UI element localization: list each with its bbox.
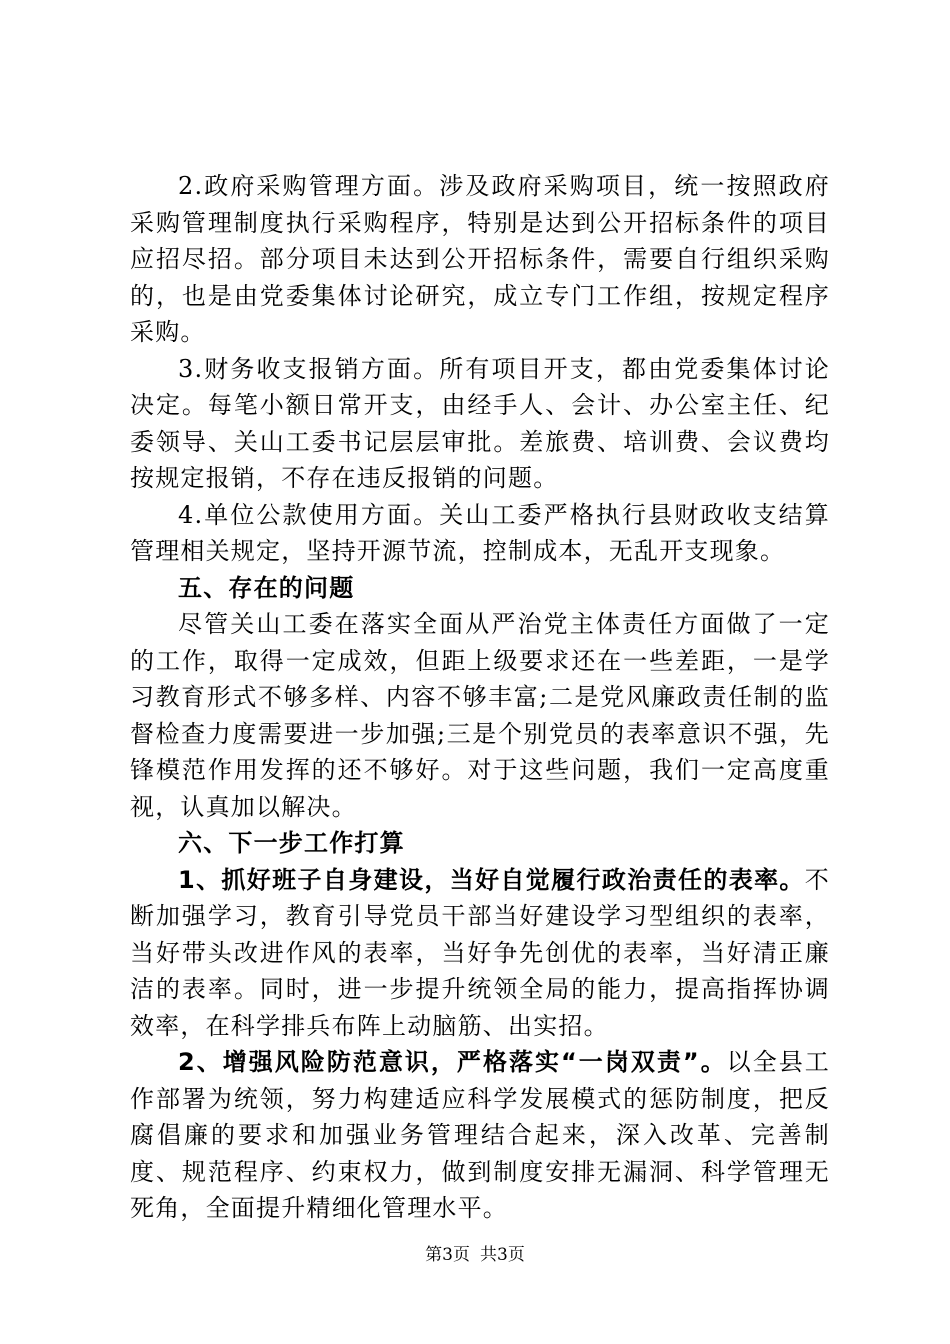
paragraph-finance: 3.财务收支报销方面。所有项目开支，都由党委集体讨论决定。每笔小额日常开支，由经手人、会计、办公室主任、纪委领导、关山工委书记层层审批。差旅费、培训费、会议费均按规定报销，不存在违反报销的问题。 (130, 354, 830, 492)
page-number: 第3页 (425, 1245, 470, 1265)
plan-item-1 (130, 862, 830, 1045)
paragraph-public-funds: 4.单位公款使用方面。关山工委严格执行县财政收支结算管理相关规定，坚持开源节流，控制成本，无乱开支现象。 (130, 500, 830, 565)
page-total: 共3页 (480, 1245, 525, 1265)
plan-item-2 (130, 1044, 830, 1227)
section-heading-next-steps: 六、下一步工作打算 (178, 829, 405, 857)
document-body (130, 168, 830, 1227)
plan-item-1-lead: 1、抓好班子自身建设，当好自觉履行政治责任的表率。 (178, 865, 805, 894)
plan-item-1-body: 不断加强学习，教育引导党员干部当好建设学习型组织的表率，当好带头改进作风的表率，当好争先创优的表率，当好清正廉洁的表率。同时，进一步提升统领全局的能力，提高指挥协调效率，在科学排兵布阵上动脑筋、出实招。 (130, 865, 830, 1040)
plan-item-2-body: 以全县工作部署为统领，努力构建适应科学发展模式的惩防制度，把反腐倡廉的要求和加强业务管理结合起来，深入改革、完善制度、规范程序、约束权力，做到制度安排无漏洞、科学管理无死角，全面提升精细化管理水平。 (130, 1048, 830, 1222)
page-footer (0, 1243, 950, 1267)
plan-item-2-lead: 2、增强风险防范意识，严格落实“一岗双责”。 (178, 1048, 727, 1076)
paragraph-problems: 尽管关山工委在落实全面从严治党主体责任方面做了一定的工作，取得一定成效，但距上级要求还在一些差距，一是学习教育形式不够多样、内容不够丰富;二是党风廉政责任制的监督检查力度需要进一步加强;三是个别党员的表率意识不强，先锋模范作用发挥的还不够好。对于这些问题，我们一定高度重视，认真加以解决。 (130, 610, 830, 821)
paragraph-procurement: 2.政府采购管理方面。涉及政府采购项目，统一按照政府采购管理制度执行采购程序，特别是达到公开招标条件的项目应招尽招。部分项目未达到公开招标条件，需要自行组织采购的，也是由党委集体讨论研究，成立专门工作组，按规定程序采购。 (130, 172, 830, 346)
section-heading-problems: 五、存在的问题 (178, 573, 355, 602)
